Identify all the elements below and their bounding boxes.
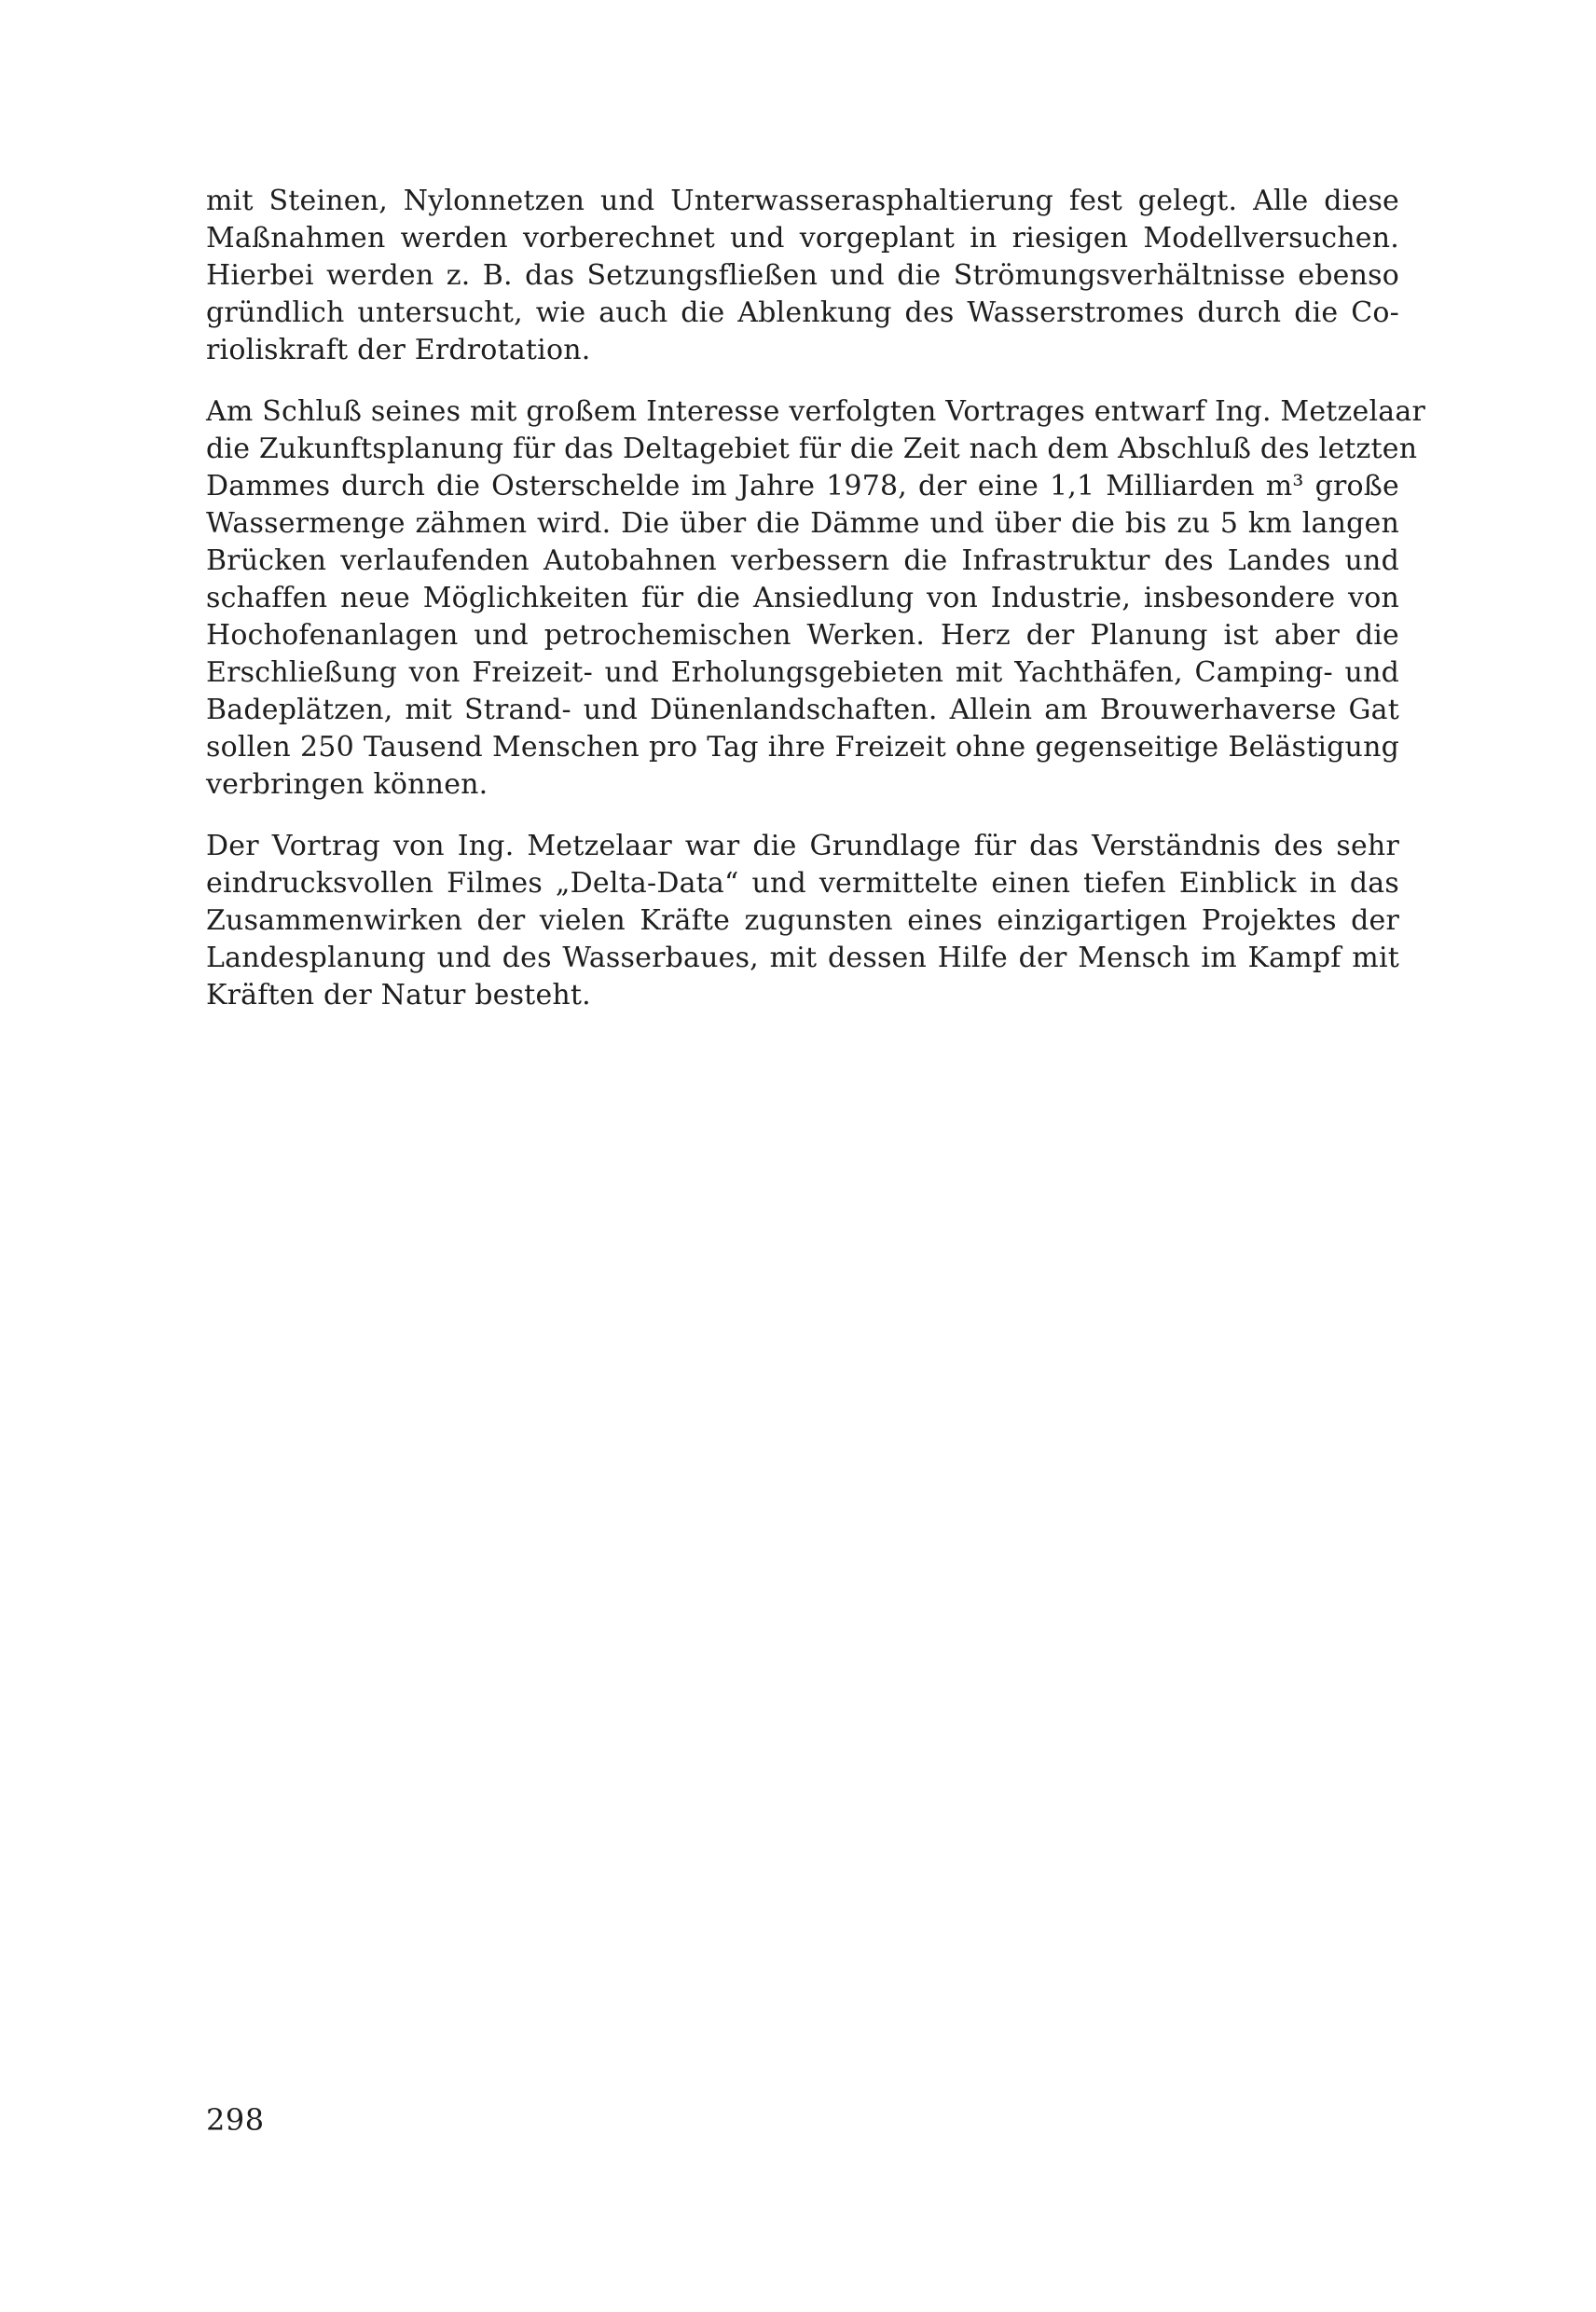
text-line: die Zukunftsplanung für das Deltagebiet für die Zeit nach dem Abschluß des letzten [206, 433, 1418, 465]
paragraph-3 [206, 828, 1399, 1014]
paragraph-1 [206, 183, 1399, 369]
text-line: schaffen neue Möglichkeiten für die Ansiedlung von Industrie, insbesondere von [206, 582, 1399, 614]
text-line: Wassermenge zähmen wird. Die über die Dämme und über die bis zu 5 km langen [206, 507, 1399, 540]
text-line: Maßnahmen werden vorberechnet und vorgeplant in riesigen Modellversuchen. [206, 222, 1399, 255]
text-line: Badeplätzen, mit Strand- und Dünenlandschaften. Allein am Brouwerhaverse Gat [206, 694, 1399, 726]
text-line: Am Schluß seines mit großem Interesse verfolgten Vortrages entwarf Ing. Metzelaar [206, 395, 1426, 428]
text-line: Dammes durch die Osterschelde im Jahre 1978, der eine 1,1 Milliarden m³ große [206, 470, 1399, 502]
paragraph-2 [206, 393, 1426, 804]
text-line: mit Steinen, Nylonnetzen und Unterwasserasphaltierung fest gelegt. Alle diese [206, 185, 1399, 217]
text-line: Brücken verlaufenden Autobahnen verbessern die Infrastruktur des Landes und [206, 544, 1399, 577]
text-line: Zusammenwirken der vielen Kräfte zugunsten eines einzigartigen Projektes der [206, 904, 1399, 937]
text-line: rioliskraft der Erdrotation. [206, 334, 591, 366]
text-line: Hierbei werden z. B. das Setzungsfließen und die Strömungsverhältnisse ebenso [206, 259, 1399, 292]
text-line: Der Vortrag von Ing. Metzelaar war die Grundlage für das Verständnis des sehr [206, 830, 1399, 862]
text-line: verbringen können. [206, 768, 488, 801]
text-line: Landesplanung und des Wasserbaues, mit dessen Hilfe der Mensch im Kampf mit [206, 942, 1399, 974]
text-line: eindrucksvollen Filmes „Delta-Data“ und vermittelte einen tiefen Einblick in das [206, 867, 1399, 900]
text-line: gründlich untersucht, wie auch die Ablenkung des Wasserstromes durch die Co- [206, 296, 1399, 329]
text-line: sollen 250 Tausend Menschen pro Tag ihre Freizeit ohne gegenseitige Belästigung [206, 731, 1399, 764]
text-line: Erschließung von Freizeit- und Erholungsgebieten mit Yachthäfen, Camping- und [206, 656, 1399, 689]
text-line: Hochofenanlagen und petrochemischen Werken. Herz der Planung ist aber die [206, 619, 1399, 652]
text-line: Kräften der Natur besteht. [206, 979, 591, 1012]
page-number: 298 [206, 2102, 265, 2138]
page-body [206, 183, 1426, 1039]
